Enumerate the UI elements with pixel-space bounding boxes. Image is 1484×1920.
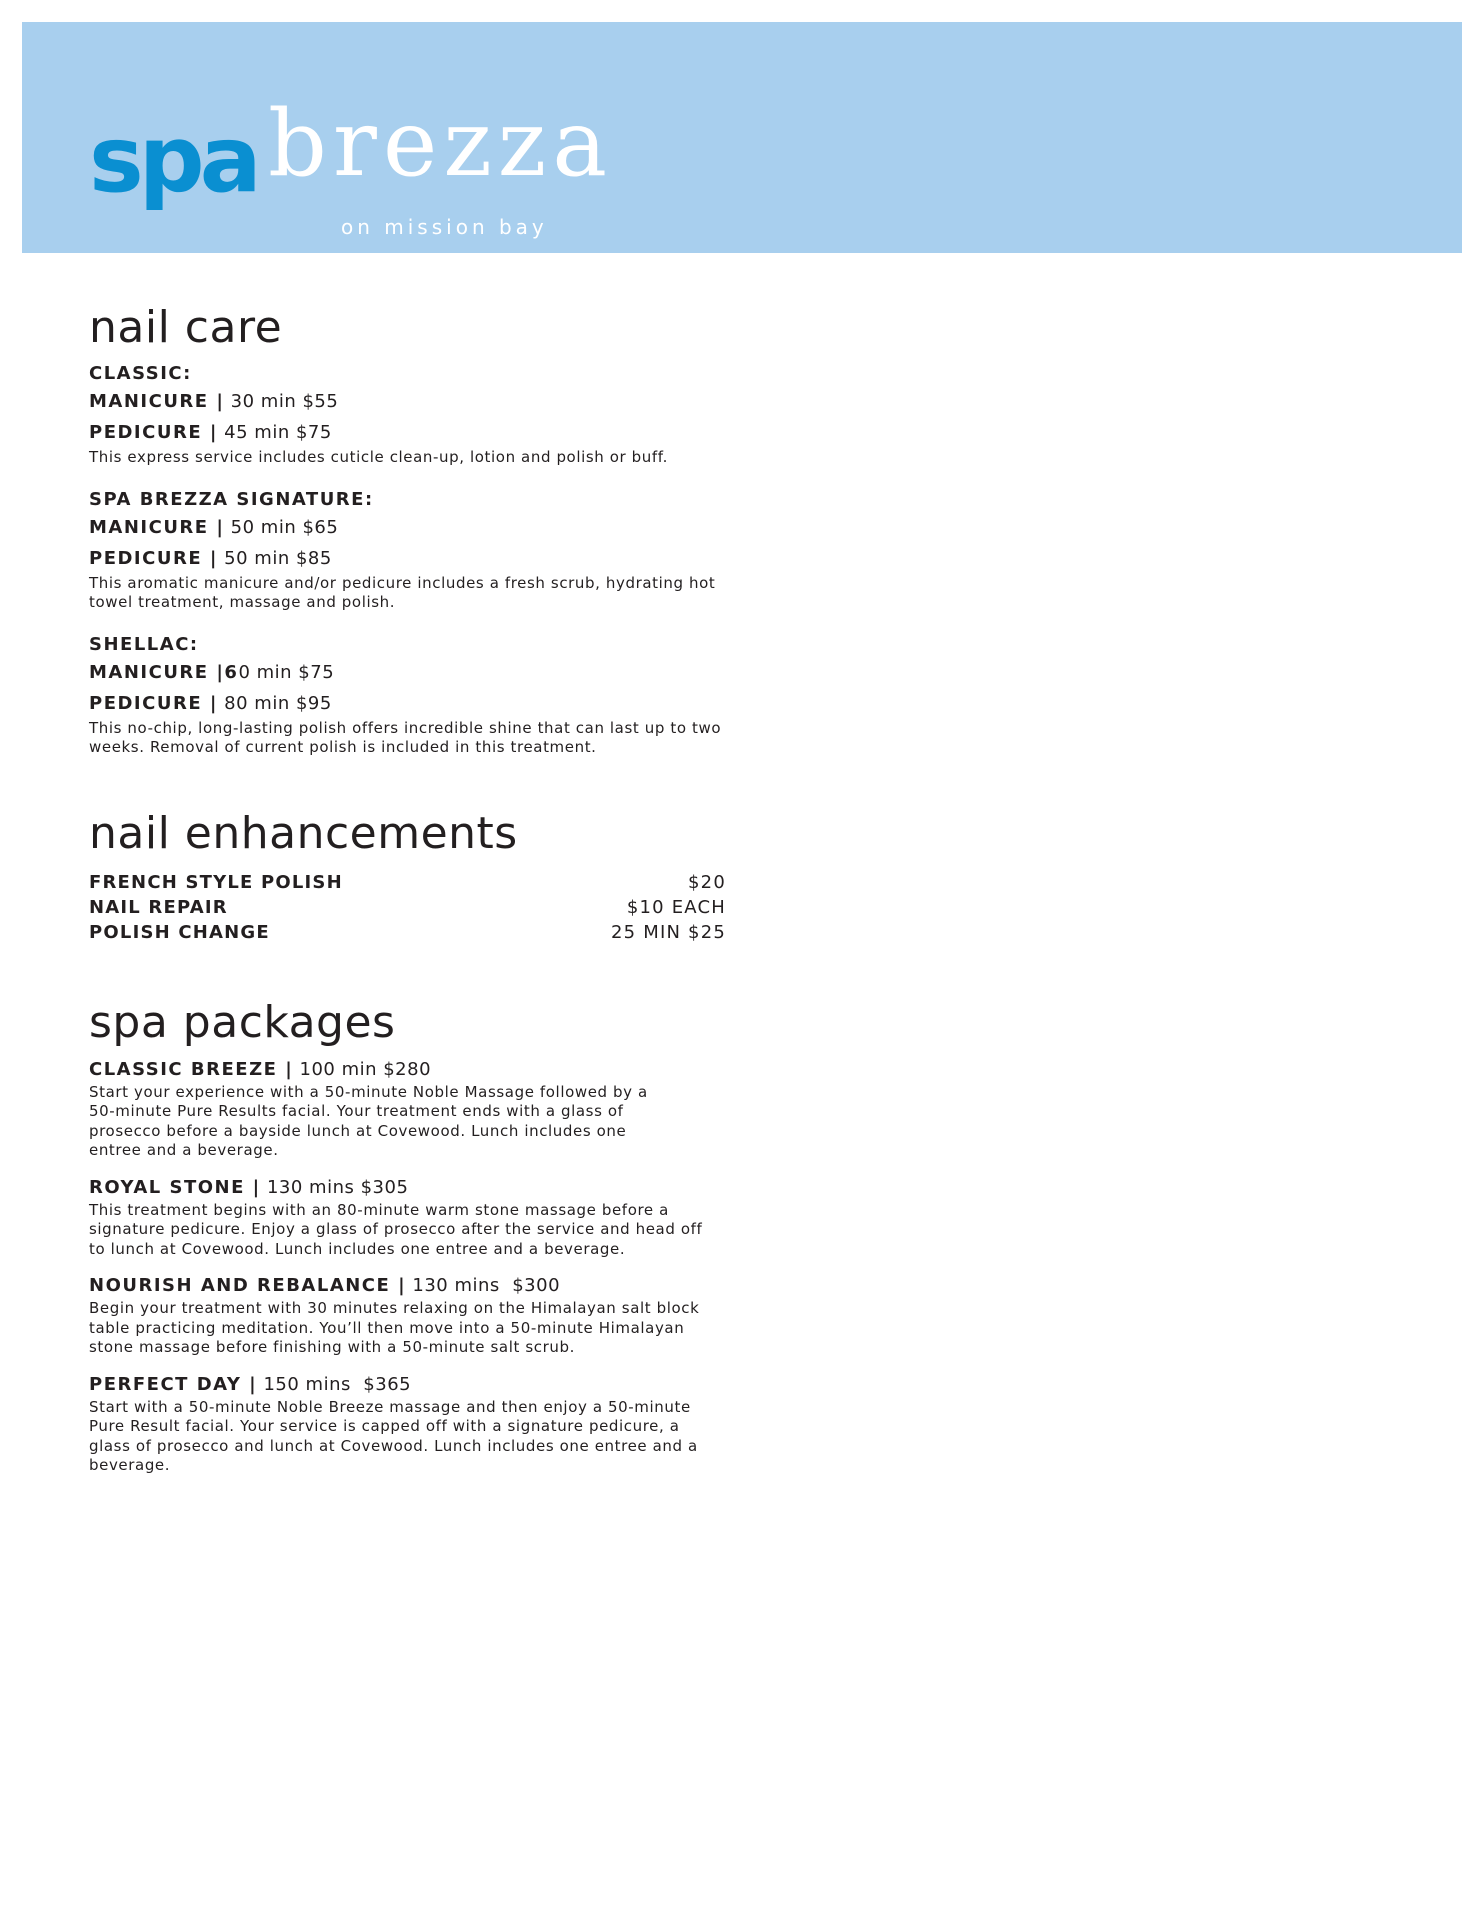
package-description: This treatment begins with an 80-minute warm stone massage before a signature pedicure. Enjoy a glass of prosecco after the service and head off to lunch at Covewood. Lunch includes one entree and a beverage.: [89, 1200, 703, 1258]
service-name: MANICURE |: [89, 516, 225, 538]
package-description: Start with a 50-minute Noble Breeze massage and then enjoy a 50-minute Pure Result facial. Your service is capped off with a signature pedicure, a glass of prosecco and lunch at Covewood. Lunch includes one entree and a beverage.: [89, 1397, 698, 1474]
service-description: This express service includes cuticle clean-up, lotion and polish or buff.: [89, 448, 668, 466]
service-detail: 45 min $75: [217, 422, 332, 443]
group-title: SHELLAC:: [89, 633, 199, 655]
service-name: MANICURE |6: [89, 661, 239, 683]
package-title: [89, 1057, 729, 1083]
package-item: [89, 1175, 729, 1260]
service-name: PEDICURE |: [89, 692, 218, 714]
service-detail: 50 min $65: [224, 516, 339, 538]
spa-packages-section: [89, 993, 729, 1476]
package-detail: 130 mins $305: [260, 1176, 409, 1198]
package-item: [89, 1273, 729, 1358]
section-title-spa-packages: spa packages: [89, 996, 396, 1048]
enhancement-price: 25 MIN $25: [610, 921, 726, 943]
package-description: Begin your treatment with 30 minutes relaxing on the Himalayan salt block table practicing meditation. You’ll then move into a 50-minute Himalayan stone massage before finishing with a 50-minute salt scrub.: [89, 1299, 700, 1356]
service-group-classic: [89, 362, 729, 468]
section-title-nail-enhancements: nail enhancements: [89, 807, 518, 859]
spa-brezza-logo: [89, 90, 614, 254]
service-detail: 80 min $95: [217, 692, 332, 714]
group-title: SPA BREZZA SIGNATURE:: [89, 488, 374, 510]
service-description: This no-chip, long-lasting polish offers incredible shine that can last up to two weeks. Removal of current polish is included in this treatment.: [89, 718, 722, 756]
logo-spa-text: spa: [89, 106, 257, 213]
package-name: NOURISH AND REBALANCE |: [89, 1275, 407, 1296]
enhancement-item: [89, 895, 726, 920]
package-item: [89, 1372, 729, 1476]
logo-tagline: on mission bay: [341, 215, 548, 239]
section-title-nail-care: nail care: [89, 302, 283, 353]
package-name: ROYAL STONE |: [89, 1176, 261, 1198]
service-name: PEDICURE |: [89, 422, 218, 443]
package-name: PERFECT DAY |: [89, 1373, 258, 1395]
package-item: [89, 1057, 729, 1161]
group-title: CLASSIC:: [89, 363, 192, 384]
logo-brezza-text: brezza: [268, 90, 614, 197]
package-detail: 100 min $280: [293, 1058, 432, 1080]
package-detail: 150 mins $365: [257, 1373, 412, 1395]
service-line: [89, 543, 729, 574]
service-line: [89, 688, 729, 719]
service-line: [89, 417, 729, 448]
package-title: [89, 1372, 729, 1398]
service-group-shellac: [89, 633, 729, 758]
service-name: MANICURE |: [89, 391, 225, 412]
service-line: [89, 512, 729, 543]
service-group-signature: [89, 488, 729, 613]
service-name: PEDICURE |: [89, 547, 218, 569]
header-banner: [22, 22, 1462, 253]
service-line: [89, 657, 729, 688]
menu-content: [89, 298, 729, 1476]
service-detail: 0 min $75: [238, 661, 335, 683]
enhancement-name: NAIL REPAIR: [89, 896, 228, 918]
enhancement-price: $20: [688, 871, 726, 893]
service-detail: 50 min $85: [217, 547, 332, 569]
package-title: [89, 1273, 729, 1299]
package-title: [89, 1175, 729, 1201]
package-description: Start your experience with a 50-minute Noble Massage followed by a 50-minute Pure Results facial. Your treatment ends with a glass of prosecco before a bayside lunch at Covewood. Lunch includes one entree and a beverage.: [89, 1082, 648, 1159]
enhancement-name: FRENCH STYLE POLISH: [89, 871, 343, 893]
enhancement-price: $10 EACH: [626, 896, 726, 918]
service-line: [89, 386, 729, 417]
nail-enhancements-section: [89, 804, 729, 945]
package-name: CLASSIC BREEZE |: [89, 1058, 294, 1080]
enhancement-item: [89, 920, 726, 945]
service-detail: 30 min $55: [224, 391, 339, 412]
nail-care-section: [89, 298, 729, 758]
enhancements-list: [89, 870, 729, 945]
enhancement-item: [89, 870, 726, 895]
package-detail: 130 mins $300: [406, 1275, 561, 1296]
service-description: This aromatic manicure and/or pedicure includes a fresh scrub, hydrating hot towel treatment, massage and polish.: [89, 573, 716, 611]
enhancement-name: POLISH CHANGE: [89, 921, 270, 943]
